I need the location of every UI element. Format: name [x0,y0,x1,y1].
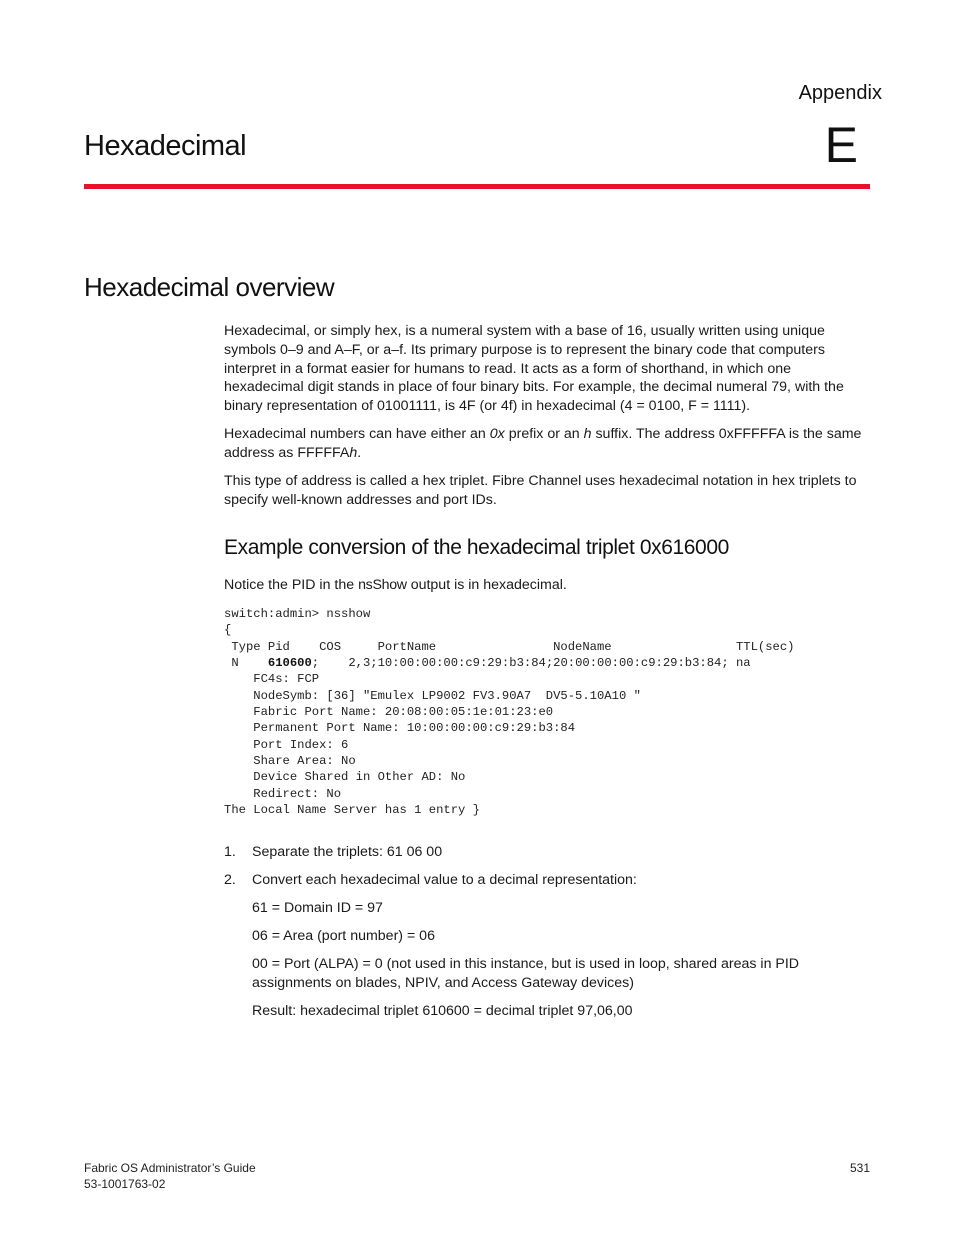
code-line-pid-row [224,655,794,671]
step-number: 1. [224,844,236,860]
para2-prefix: 0x [489,426,505,442]
appendix-label: Appendix [798,82,882,104]
subsection-intro [224,576,870,595]
para2-e: suffix. The address 0xFFFFFA is the same address as FFFFFA [224,426,862,461]
step-text: Separate the triplets: 61 06 00 [252,844,443,860]
step-number: 2. [224,872,236,888]
footer-guide-title: Fabric OS Administrator’s Guide [84,1161,256,1175]
intro-a: Notice the PID in the [224,577,359,593]
subsection-title: Example conversion of the hexadecimal triplet 0x616000 [224,536,729,559]
code-line: switch:admin> nsshow [224,607,371,621]
para2-g: . [357,444,362,461]
footer-page-number: 531 [849,1161,870,1175]
subsection-intro-text [224,576,870,595]
paragraph-hex-triplet-text: This type of address is called a hex triplet. Fibre Channel uses hexadecimal notation in hex triplets to specify well-known addresses and port IDs. [224,473,857,508]
code-line: Fabric Port Name: 20:08:00:05:1e:01:23:e0 [224,705,554,720]
code-block [224,606,794,818]
step-detail: 06 = Area (port number) = 06 [252,928,435,944]
paragraph-prefix-suffix [224,425,870,463]
code-line: Permanent Port Name: 10:00:00:00:c9:29:b3:84 [224,721,576,736]
step-detail: 61 = Domain ID = 97 [252,900,383,916]
section-body [224,322,870,416]
step-detail: 00 = Port (ALPA) = 0 (not used in this instance, but is used in loop, shared areas in PID assignments on blades, NPIV, and Access Gateway devices) [252,956,800,991]
code-line: FC4s: FCP [224,672,320,687]
footer-left [84,1160,256,1192]
section-title: Hexadecimal overview [84,272,335,302]
code-line: The Local Name Server has 1 entry } [224,803,480,818]
intro-b: output is in hexadecimal. [406,577,567,593]
code-line: Share Area: No [224,754,356,769]
code-line: Redirect: No [224,786,342,801]
code-line: Port Index: 6 [224,737,349,752]
code-line: { [224,623,232,638]
code-line: Device Shared in Other AD: No [224,770,466,785]
code-line: Type Pid COS PortName NodeName TTL(sec) [224,639,795,654]
code-pid: 610600 [267,656,312,671]
paragraph-prefix-suffix-text [224,425,870,463]
appendix-letter: E [824,117,858,173]
para2-suffix: h [583,426,592,442]
para2-c: prefix or an [504,426,584,442]
chapter-title: Hexadecimal [84,130,247,162]
para2-a: Hexadecimal numbers can have either an [224,426,490,442]
code-row-suffix: ; 2,3;10:00:00:00:c9:29:b3:84;20:00:00:00:c9:29:b3:84; na [311,656,751,671]
nsshow-command: nsShow [358,577,407,593]
footer-doc-number: 53-1001763-02 [84,1177,166,1191]
paragraph-hex-triplet [224,472,870,510]
code-line: NodeSymb: [36] "Emulex LP9002 FV3.90A7 DV5-5.10A10 " [224,688,641,703]
paragraph-intro: Hexadecimal, or simply hex, is a numeral system with a base of 16, usually written using unique symbols 0–9 and A–F, or a–f. Its primary purpose is to represent the binary code that computers interpret in a format easier for humans to read. It acts as a form of shorthand, in which one hexadecimal digit stands in place of four binary bits. For example, the decimal numeral 79, with the binary representation of 01001111, is 4F (or 4f) in hexadecimal (4 = 0100, F = 1111). [224,323,844,415]
para2-h: h [349,444,358,461]
chapter-divider [84,184,870,189]
step-detail-result: Result: hexadecimal triplet 610600 = decimal triplet 97,06,00 [252,1003,633,1019]
step-text: Convert each hexadecimal value to a decimal representation: [252,872,637,888]
code-row-prefix: N [224,656,268,671]
